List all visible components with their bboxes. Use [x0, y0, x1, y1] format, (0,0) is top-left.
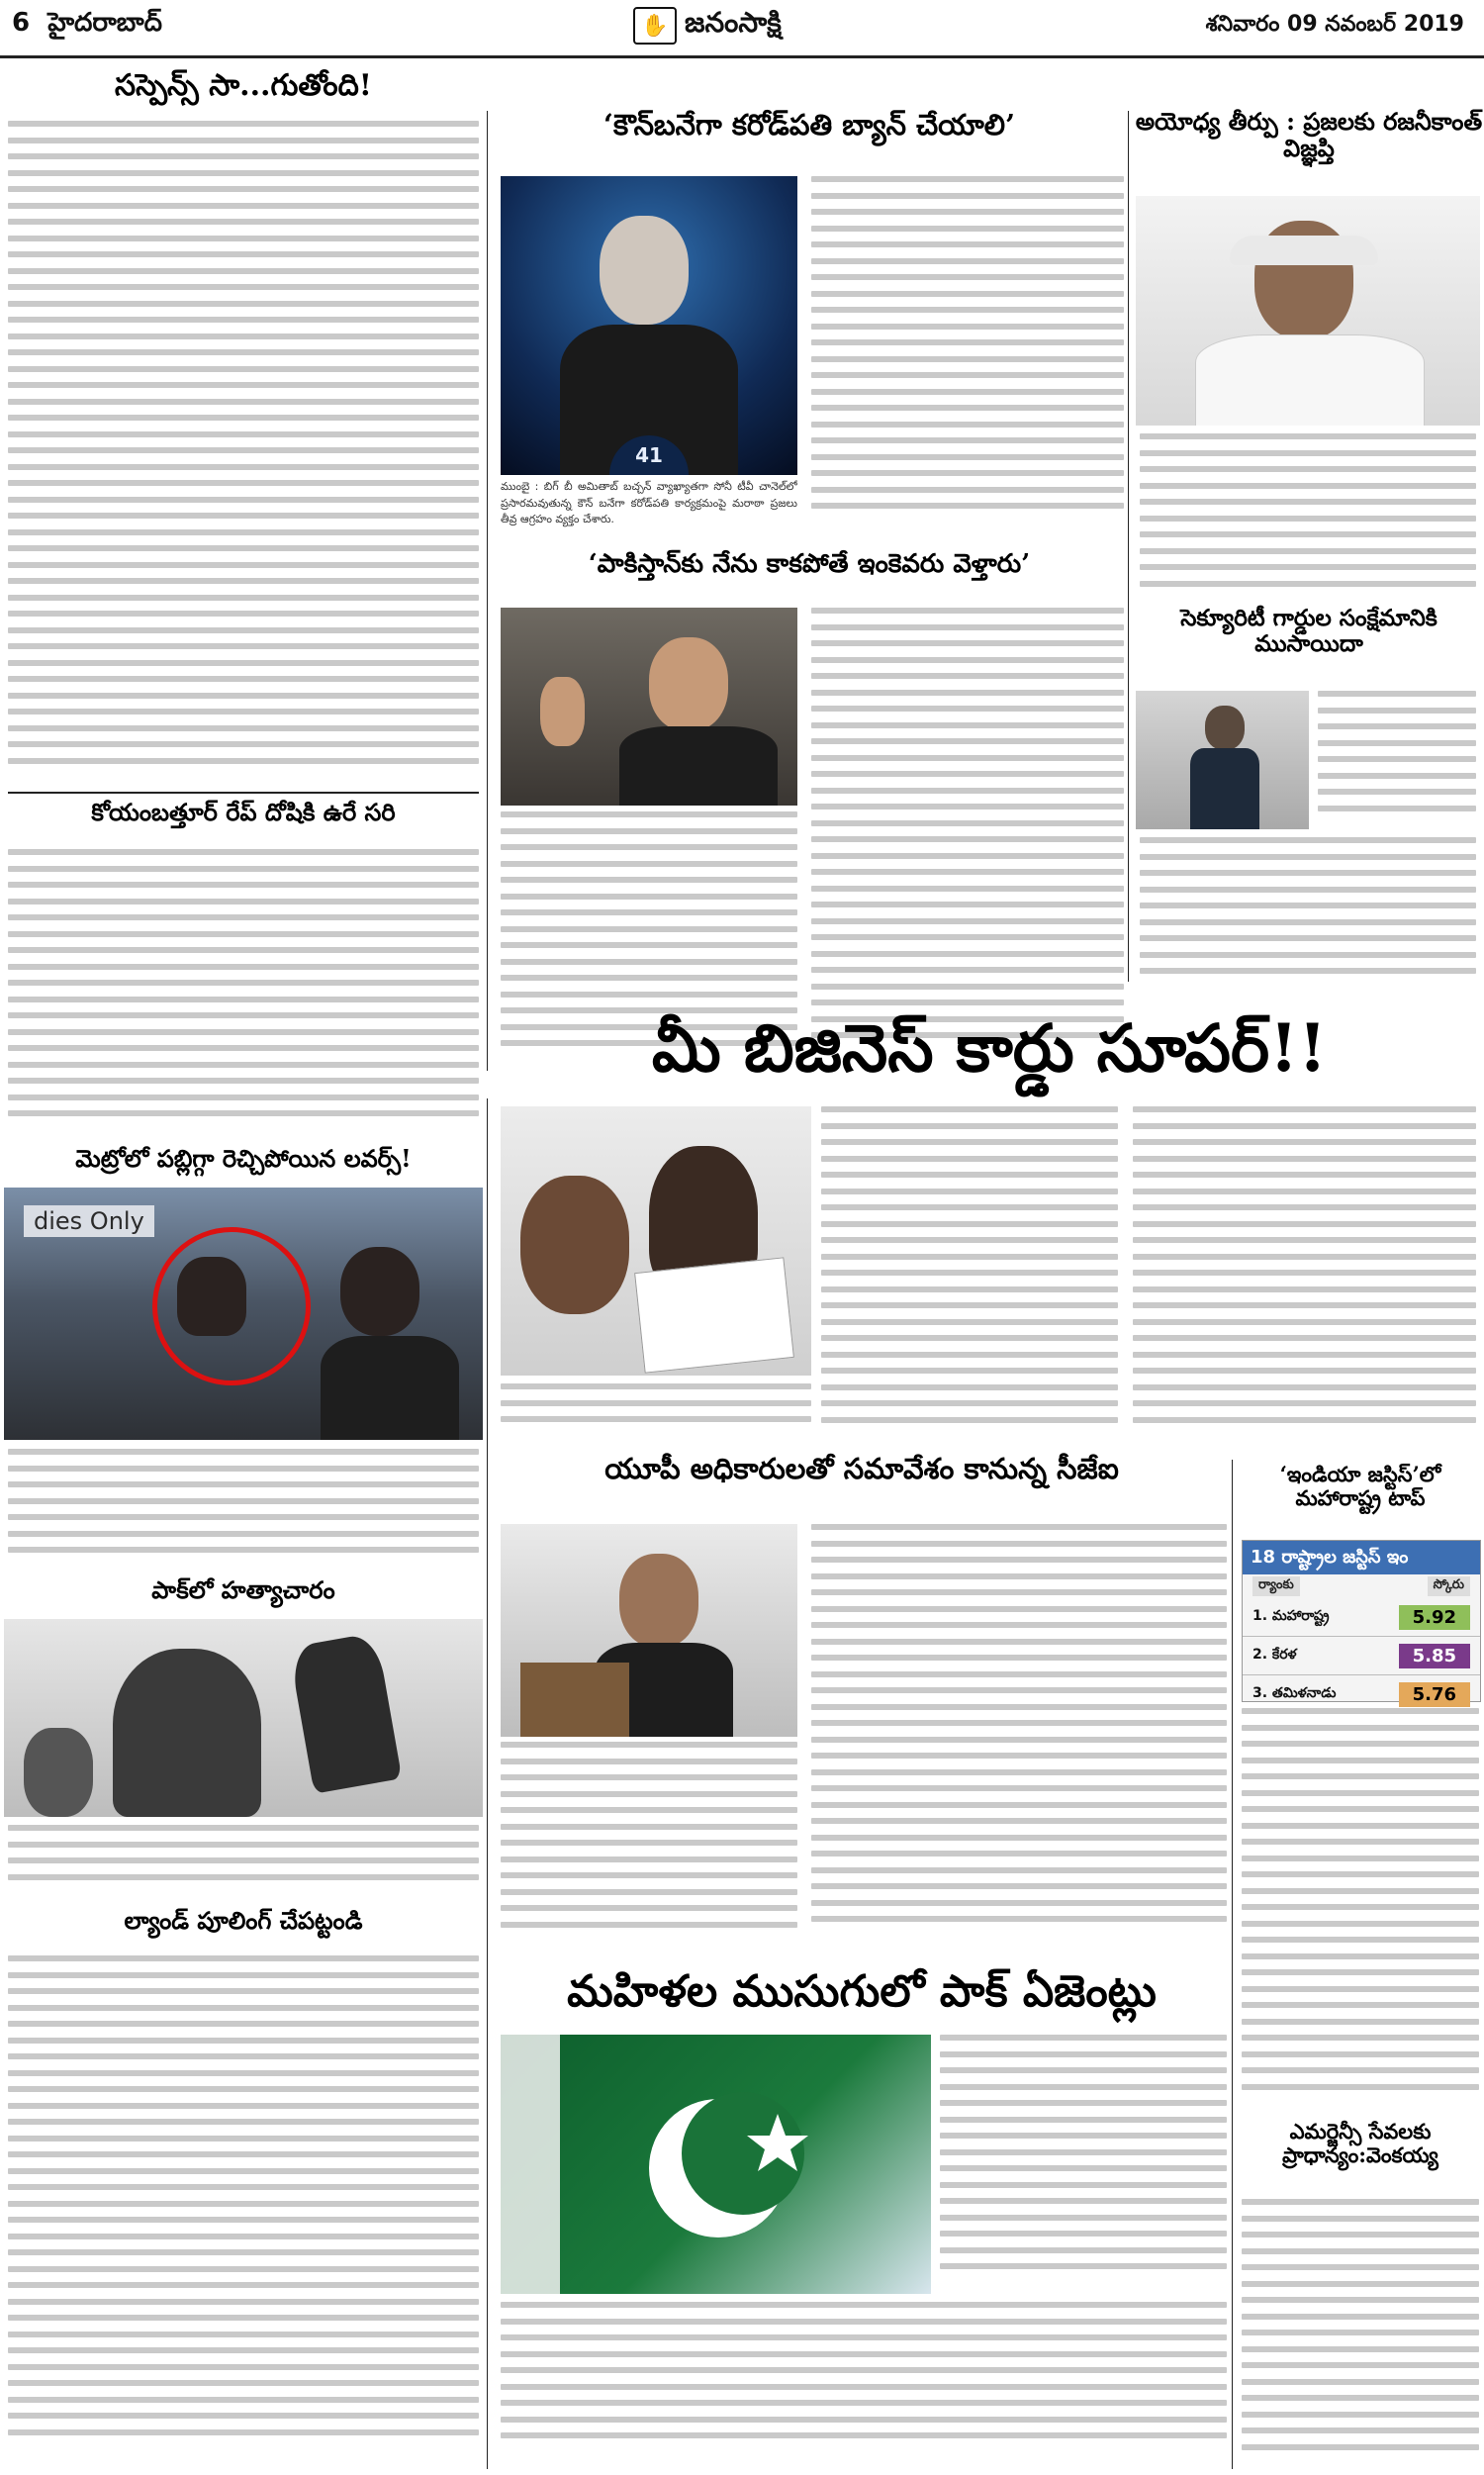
text-lines — [8, 121, 479, 774]
article-body-suspense — [8, 121, 479, 784]
hand-silhouette — [289, 1632, 403, 1793]
podium-number: 41 — [609, 435, 689, 475]
article-body-business-card-a — [821, 1106, 1118, 1438]
podium-shape — [520, 1663, 629, 1737]
headline-land-pooling: ల్యాండ్ పూలింగ్ చేపట్టండి — [124, 1906, 363, 1935]
article-body-kbc — [811, 176, 1124, 537]
headline-ayodhya: అయోధ్య తీర్పు : ప్రజలకు రజనీకాంత్ విజ్ఞప్తి — [1135, 107, 1483, 162]
photo-sunny-deol — [501, 608, 797, 806]
article-body-agents-b — [501, 2302, 1227, 2465]
issue-date: శనివారం 09 నవంబర్ 2019 — [1205, 12, 1464, 37]
headline-emergency: ఎమర్జెన్సీ సేవలకు ప్రాధాన్యం:వెంకయ్య — [1282, 2119, 1438, 2167]
photo-security-guard — [1136, 691, 1309, 829]
text-lines — [501, 1383, 811, 1433]
headline-india-justice: ‘ఇండియా జస్టిస్’లో మహారాష్ట్ర టాప్ — [1279, 1462, 1441, 1510]
text-lines — [8, 1449, 479, 1564]
column-header-score: స్కోరు — [1428, 1576, 1470, 1596]
article-body-security-a — [1318, 691, 1476, 829]
article-body-security-b — [1140, 837, 1476, 986]
face-shape — [649, 637, 728, 731]
text-lines — [1318, 691, 1476, 821]
article-body-cji-a — [501, 1742, 797, 1950]
table-row — [1243, 1598, 1480, 1637]
text-lines — [811, 1524, 1227, 1933]
article-body-cji-b — [811, 1524, 1227, 1950]
article-body-pak-murder — [8, 1825, 479, 1900]
column-header-rank: ర్యాంకు — [1252, 1576, 1300, 1596]
photo-business-card — [501, 1106, 811, 1376]
shirt-shape — [619, 726, 778, 806]
headline-metro: మెట్రోలో పబ్లిగ్గా రెచ్చిపోయిన లవర్స్! — [75, 1144, 412, 1173]
headline-pakistan: ‘పాకిస్తాన్‌కు నేను కాకపోతే ఇంకెవరు వెళ్తారు’ — [588, 549, 1031, 579]
state-score: 5.92 — [1399, 1605, 1470, 1630]
ladies-only-sign: dies Only — [24, 1205, 154, 1237]
headline-agents: మహిళల ముసుగులో పాక్ ఏజెంట్లు — [567, 1966, 1157, 2017]
face-shape — [600, 216, 689, 325]
person-silhouette — [177, 1257, 246, 1336]
page-number-line — [12, 8, 162, 44]
article-body-india-justice — [1242, 1708, 1479, 2114]
text-lines — [940, 2035, 1227, 2280]
thumbs-up-hand — [540, 677, 585, 746]
article-body-metro — [8, 1449, 479, 1570]
article-body-land-pooling — [8, 1955, 479, 2465]
text-lines — [501, 1742, 797, 1938]
photo-amitabh — [501, 176, 797, 475]
text-lines — [1242, 2199, 1479, 2460]
table-header: 18 రాష్ట్రాల జస్టిస్ ఇం — [1243, 1541, 1480, 1574]
text-lines — [1140, 433, 1476, 597]
white-hair-shape — [1230, 236, 1378, 265]
state-label: 2. కేరళ — [1252, 1646, 1297, 1663]
person-silhouette — [340, 1247, 419, 1336]
text-lines — [1242, 1708, 1479, 2100]
headline-coimbatore: కోయంబత్తూర్ రేప్ దోషికి ఉరే సరి — [91, 798, 396, 826]
column-rule — [487, 111, 488, 1071]
text-lines — [821, 1106, 1118, 1433]
text-lines — [8, 1825, 479, 1890]
headline-business-card: మీ బిజినెస్ కార్డు సూపర్!! — [651, 1009, 1328, 1087]
white-shirt-shape — [1195, 334, 1425, 426]
text-lines — [8, 1955, 479, 2445]
newspaper-logo — [633, 4, 871, 48]
article-body-coimbatore — [8, 849, 479, 1136]
city-name: హైదరాబాద్ — [47, 8, 163, 38]
silhouette-figure — [113, 1649, 261, 1817]
article-body-ayodhya — [1140, 433, 1476, 600]
masthead — [0, 0, 1484, 58]
text-lines — [811, 608, 1124, 1049]
photo-cji — [501, 1524, 797, 1737]
state-label: 3. తమిళనాడు — [1252, 1684, 1337, 1701]
photo-metro-couple — [4, 1188, 483, 1440]
flag-white-band — [501, 2035, 560, 2294]
photo-rajinikanth — [1136, 196, 1480, 426]
logo-text: జనంసాక్షి — [685, 6, 782, 39]
person-silhouette — [321, 1336, 459, 1440]
hand-logo-icon: ✋ — [633, 7, 677, 45]
uniform-shape — [1190, 748, 1259, 829]
state-label: 1. మహారాష్ట్ర — [1252, 1607, 1330, 1624]
article-body-business-card-c — [501, 1383, 811, 1439]
text-lines — [8, 849, 479, 1127]
divider — [8, 792, 479, 794]
article-body-emergency — [1242, 2199, 1479, 2466]
photo-pakistan-flag — [501, 2035, 931, 2294]
text-lines — [501, 2302, 1227, 2449]
column-rule — [1128, 111, 1129, 982]
crescent-star-icon — [629, 2074, 827, 2252]
article-body-business-card-b — [1133, 1106, 1476, 1438]
text-lines — [1133, 1106, 1476, 1433]
table-row — [1243, 1637, 1480, 1675]
headline-security: సెక్యూరిటీ గార్డుల సంక్షేమానికి ముసాయిదా — [1180, 605, 1438, 657]
headline-suspense: సస్పెన్స్ సా...గుతోంది! — [115, 68, 372, 103]
photo-pak-murder — [4, 1619, 483, 1817]
text-lines — [1140, 837, 1476, 985]
head-shape — [1205, 706, 1245, 750]
hand-silhouette — [24, 1728, 93, 1817]
headline-cji: యూపీ అధికారులతో సమావేశం కానున్న సీజేఐ — [604, 1452, 1119, 1485]
justice-ranking-table — [1242, 1540, 1481, 1705]
state-score: 5.85 — [1399, 1644, 1470, 1668]
face-shape — [619, 1554, 698, 1648]
caption-kbc: ముంబై : బిగ్ బీ అమితాబ్ బచ్చన్ వ్యాఖ్యాతగా సోనీ టీవీ చానెల్‌లో ప్రసారమవుతున్న కౌన్ బనేగా కరోడ్‌పతి కార్యక్రమంపై మరాఠా ప్రజలు తీవ్ర ఆగ్రహం వ్యక్తం చేశారు. — [501, 480, 797, 525]
table-column-headers — [1243, 1574, 1480, 1598]
column-rule — [1232, 1460, 1233, 2469]
state-score: 5.76 — [1399, 1682, 1470, 1707]
headline-kbc: ‘కౌన్‌బనేగా కరోడ్‌పతి బ్యాన్ చేయాలి’ — [603, 108, 1016, 142]
face-shape — [520, 1176, 629, 1314]
business-card-shape — [634, 1257, 794, 1373]
page-number: 6 — [12, 8, 31, 38]
headline-pak-murder: పాక్‌లో హత్యాచారం — [151, 1575, 335, 1604]
text-lines — [811, 176, 1124, 520]
article-body-agents-a — [940, 2035, 1227, 2294]
column-rule — [487, 1098, 488, 2469]
